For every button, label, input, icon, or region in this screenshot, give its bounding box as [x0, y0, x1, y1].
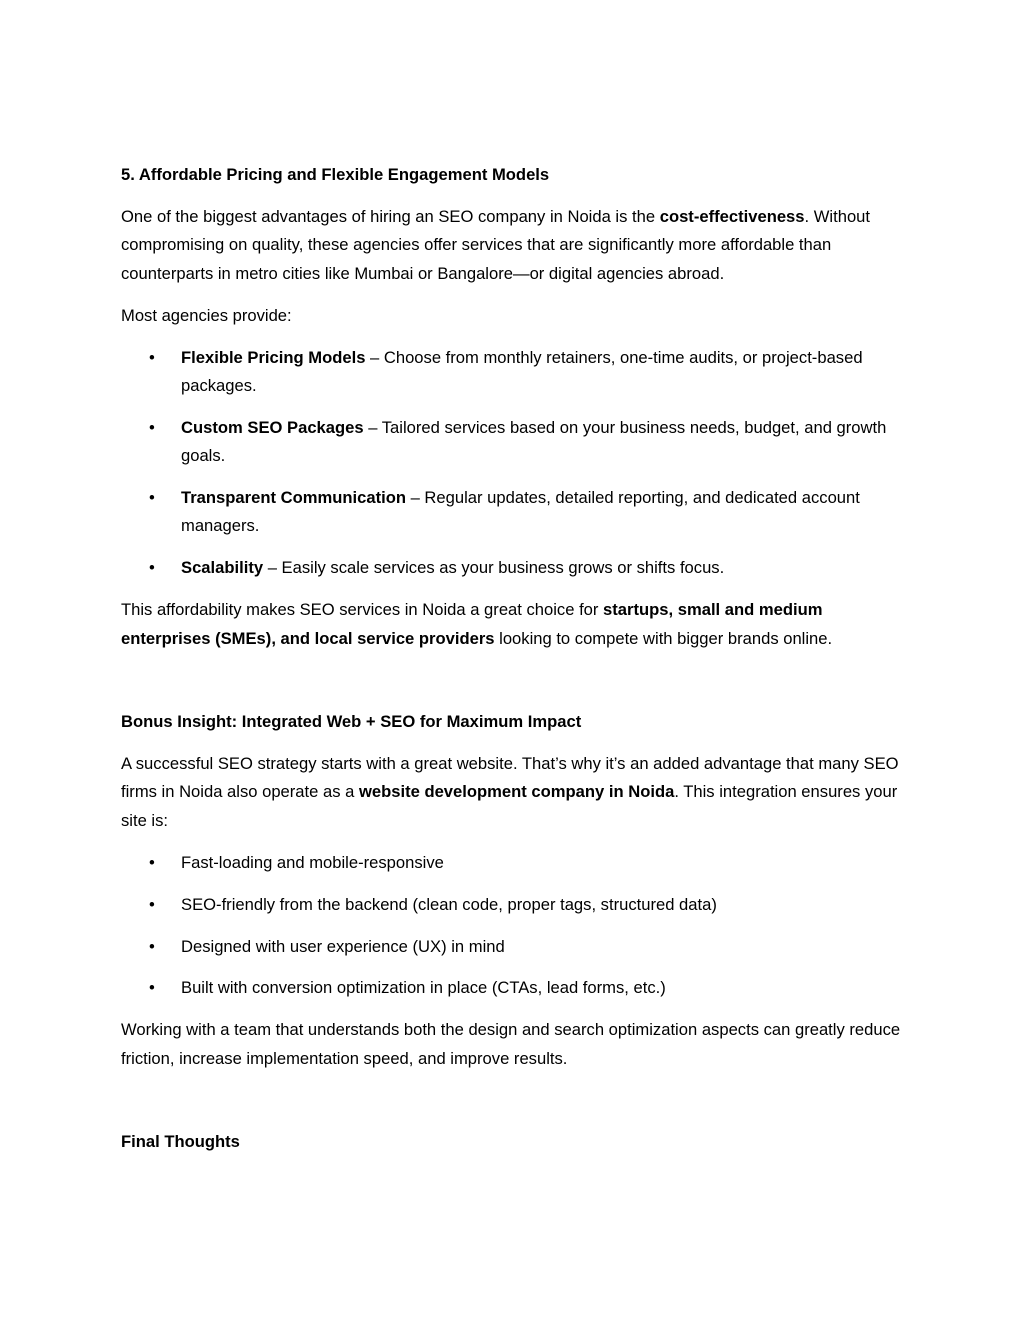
- list-item-text: – Tailored services based on your business needs, budget, and growth goals.: [181, 417, 887, 466]
- list-item-bold: Scalability: [181, 558, 264, 578]
- pricing-intro-bold: cost-effectiveness: [659, 206, 805, 226]
- list-item-bold: Flexible Pricing Models: [181, 347, 366, 367]
- list-item: [121, 344, 901, 401]
- bonus-closing-paragraph: Working with a team that understands both the design and search optimization aspects can greatly reduce friction, increase implementation speed, and improve results.: [121, 1020, 901, 1068]
- pricing-closing-text: This affordability makes SEO services in Noida a great choice for: [121, 600, 604, 620]
- list-item-text: – Easily scale services as your business grows or shifts focus.: [263, 558, 725, 578]
- list-item: • Designed with user experience (UX) in mind: [121, 933, 901, 961]
- list-item-text: – Choose from monthly retainers, one-time audits, or project-based packages.: [181, 347, 863, 395]
- list-item: • Built with conversion optimization in place (CTAs, lead forms, etc.): [121, 974, 901, 1002]
- list-item: [121, 414, 901, 471]
- pricing-closing-bold: startups, small and medium enterprises (SMEs), and local service providers: [121, 600, 823, 648]
- pricing-intro-text-end: . Without compromising on quality, these agencies offer services that are significantly more affordable than counterparts in metro cities like Mumbai or Bangalore—or digital agencies abroad.: [121, 206, 871, 283]
- section-heading-final: Final Thoughts: [121, 1132, 240, 1152]
- pricing-list: [121, 344, 901, 583]
- bonus-intro-bold: website development company in Noida: [358, 782, 675, 802]
- section-heading-bonus: Bonus Insight: Integrated Web + SEO for Maximum Impact: [121, 711, 582, 731]
- list-item: [121, 554, 901, 582]
- list-item-text: – Regular updates, detailed reporting, and dedicated account managers.: [181, 488, 860, 536]
- list-item-bold: Custom SEO Packages: [181, 417, 364, 437]
- pricing-lead-paragraph: Most agencies provide:: [121, 305, 292, 325]
- list-item: • Fast-loading and mobile-responsive: [121, 849, 901, 877]
- list-item-bold: Transparent Communication: [181, 488, 406, 508]
- document-body: [121, 161, 901, 1156]
- bonus-intro-text: A successful SEO strategy starts with a great website. That’s why it’s an added advantage that many SEO firms in Noida also operate as a: [121, 753, 899, 802]
- list-item: • SEO-friendly from the backend (clean code, proper tags, structured data): [121, 891, 901, 919]
- bonus-intro-paragraph: [121, 750, 901, 835]
- bonus-list: [121, 849, 901, 1003]
- pricing-closing-text-end: looking to compete with bigger brands online.: [494, 628, 833, 648]
- pricing-intro-text: One of the biggest advantages of hiring an SEO company in Noida is the: [121, 206, 660, 226]
- pricing-closing-paragraph: [121, 596, 901, 653]
- pricing-intro-paragraph: [121, 203, 901, 288]
- bonus-intro-text-end: . This integration ensures your site is:: [121, 782, 898, 830]
- list-item: [121, 484, 901, 541]
- section-heading-pricing: 5. Affordable Pricing and Flexible Engagement Models: [121, 165, 550, 184]
